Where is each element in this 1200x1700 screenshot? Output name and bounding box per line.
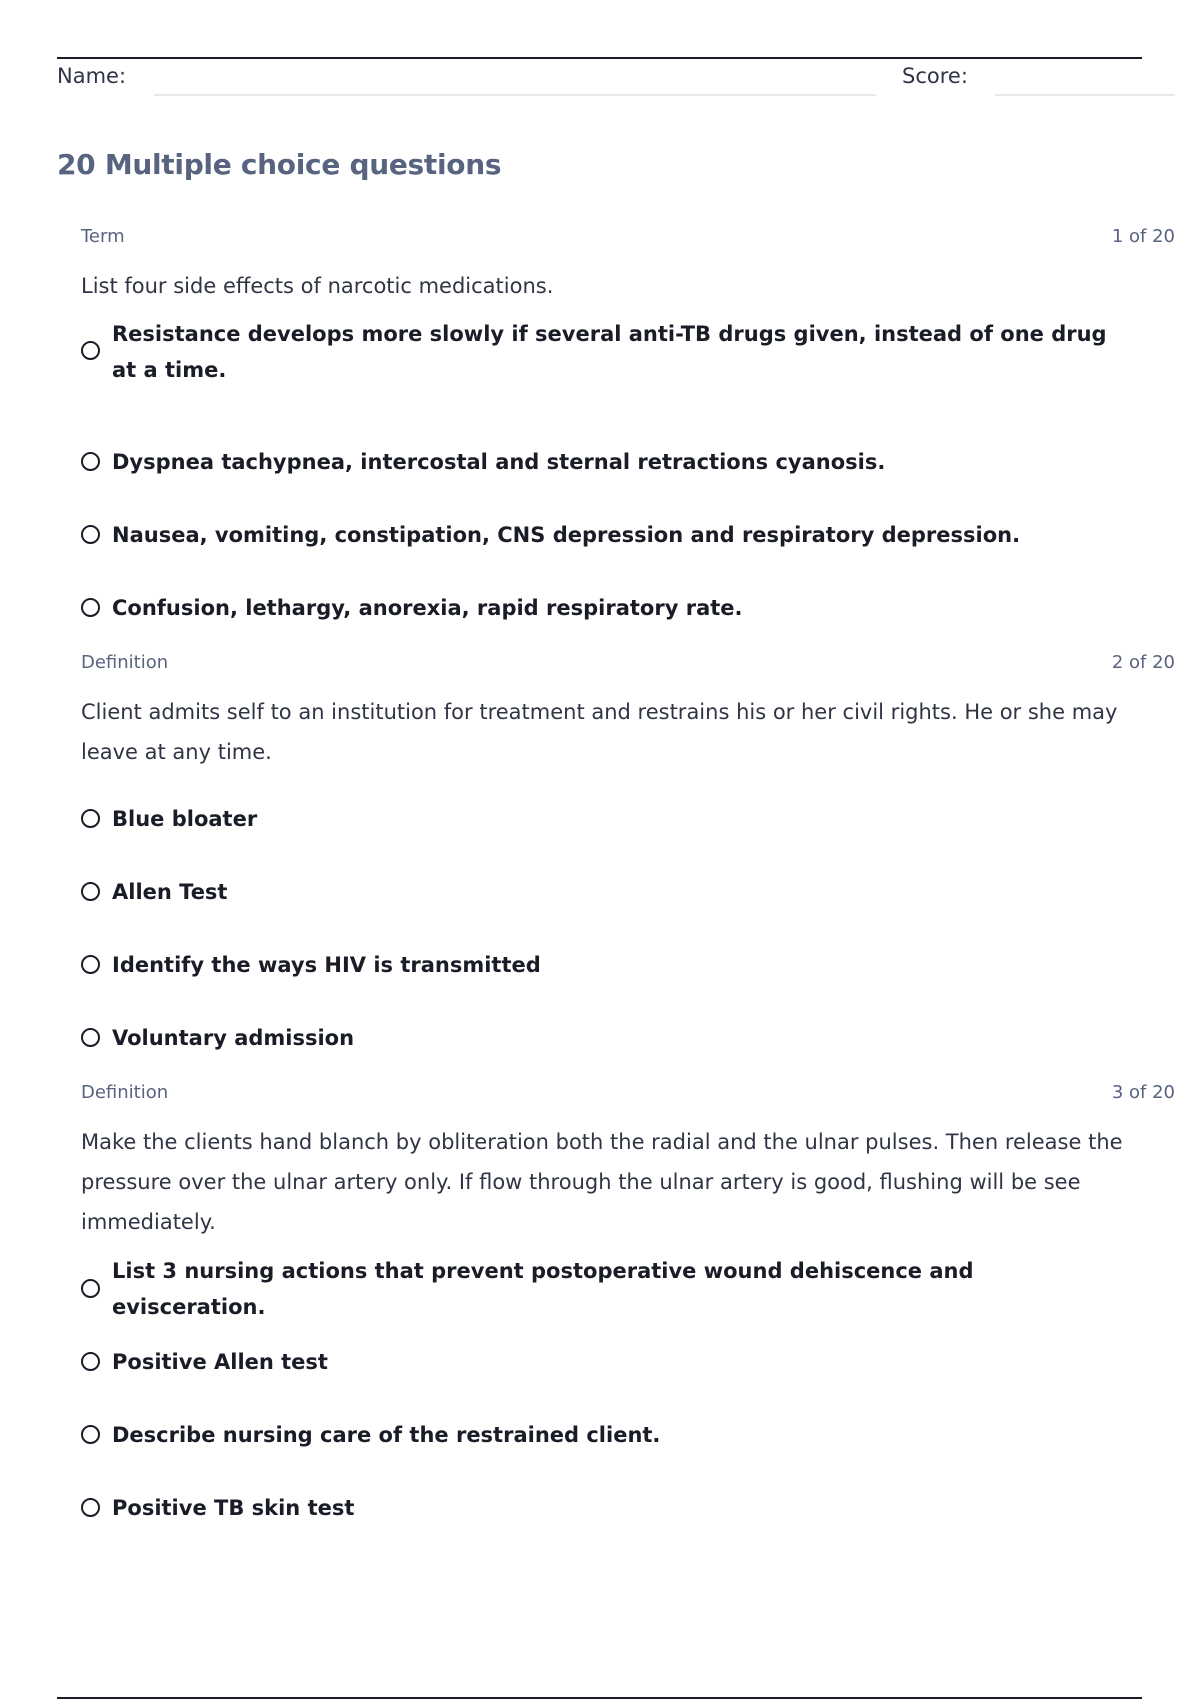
option-label: Resistance develops more slowly if several anti-TB drugs given, instead of one drug at a time. xyxy=(112,322,1107,382)
answer-option[interactable] xyxy=(81,855,1175,928)
option-label: Allen Test xyxy=(112,879,228,904)
option-label: Describe nursing care of the restrained client. xyxy=(112,1422,661,1447)
score-label: Score: xyxy=(902,64,968,88)
question-counter: 3 of 20 xyxy=(1111,1082,1175,1103)
option-label: List 3 nursing actions that prevent postoperative wound dehiscence and evisceration. xyxy=(112,1258,974,1319)
option-label: Blue bloater xyxy=(112,806,258,831)
radio-button-icon[interactable] xyxy=(81,882,100,901)
name-field[interactable] xyxy=(154,94,876,96)
answer-option[interactable] xyxy=(81,1398,1175,1471)
radio-button-icon[interactable] xyxy=(81,1028,100,1047)
radio-button-icon[interactable] xyxy=(81,955,100,974)
radio-button-icon[interactable] xyxy=(81,452,100,471)
answer-option[interactable] xyxy=(81,498,1175,571)
option-label: Identify the ways HIV is transmitted xyxy=(112,952,541,977)
answer-option[interactable] xyxy=(81,1325,1175,1398)
option-label: Confusion, lethargy, anorexia, rapid respiratory rate. xyxy=(112,595,743,620)
option-label: Dyspnea tachypnea, intercostal and sternal retractions cyanosis. xyxy=(112,449,886,474)
question-prompt: Client admits self to an institution for treatment and restrains his or her civil rights. He or she may leave at any time. xyxy=(81,700,1118,764)
question-prompt: List four side effects of narcotic medications. xyxy=(81,274,554,298)
radio-button-icon[interactable] xyxy=(81,1425,100,1444)
top-divider xyxy=(57,57,1142,59)
radio-button-icon[interactable] xyxy=(81,809,100,828)
option-label: Positive Allen test xyxy=(112,1349,328,1374)
radio-button-icon[interactable] xyxy=(81,1279,100,1298)
option-label: Nausea, vomiting, constipation, CNS depression and respiratory depression. xyxy=(112,522,1021,547)
question-type: Definition xyxy=(81,652,169,673)
page-title: 20 Multiple choice questions xyxy=(57,148,502,181)
option-label: Voluntary admission xyxy=(112,1025,355,1050)
question-2 xyxy=(81,652,1175,1074)
option-list xyxy=(81,782,1175,1074)
question-prompt: Make the clients hand blanch by obliteration both the radial and the ulnar pulses. Then release the pressure over the ulnar artery only. If flow through the ulnar artery is good, flushing will be see immediately. xyxy=(81,1130,1123,1234)
answer-option[interactable] xyxy=(81,928,1175,1001)
radio-button-icon[interactable] xyxy=(81,525,100,544)
radio-button-icon[interactable] xyxy=(81,598,100,617)
name-label: Name: xyxy=(57,64,127,88)
answer-sheet-page xyxy=(57,0,1177,1700)
question-1 xyxy=(81,226,1175,644)
radio-button-icon[interactable] xyxy=(81,341,100,360)
answer-option[interactable] xyxy=(81,1001,1175,1074)
radio-button-icon[interactable] xyxy=(81,1352,100,1371)
question-counter: 1 of 20 xyxy=(1111,226,1175,247)
question-3 xyxy=(81,1082,1175,1544)
question-type: Definition xyxy=(81,1082,169,1103)
answer-option[interactable] xyxy=(81,425,1175,498)
option-list xyxy=(81,1252,1175,1544)
radio-button-icon[interactable] xyxy=(81,1498,100,1517)
score-field[interactable] xyxy=(995,94,1175,96)
answer-option[interactable] xyxy=(81,782,1175,855)
answer-option[interactable] xyxy=(81,316,1175,425)
bottom-divider xyxy=(57,1697,1142,1699)
answer-option[interactable] xyxy=(81,1252,1175,1325)
answer-option[interactable] xyxy=(81,571,1175,644)
question-type: Term xyxy=(81,226,125,247)
option-label: Positive TB skin test xyxy=(112,1495,355,1520)
question-counter: 2 of 20 xyxy=(1111,652,1175,673)
answer-option[interactable] xyxy=(81,1471,1175,1544)
option-list xyxy=(81,316,1175,644)
